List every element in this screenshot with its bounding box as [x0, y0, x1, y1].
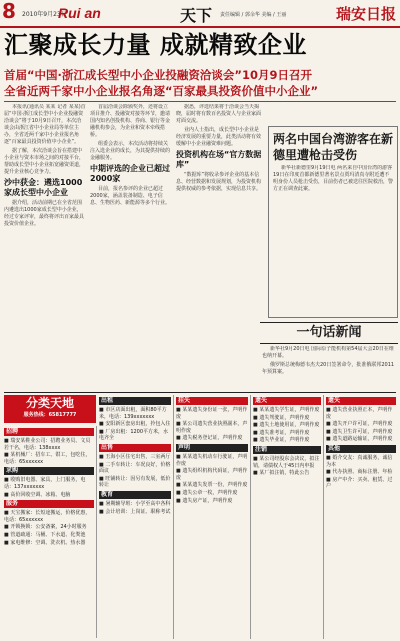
sidebar-story-title: 两名中国台湾游客在新德里遭枪击受伤	[273, 132, 394, 162]
classified-category: 声明	[176, 444, 248, 452]
article-paragraph: 据悉，评选结果将于洽谈会当天揭晓，届时将有数百名投资人与企业家面对面交流。	[176, 104, 262, 124]
section-title: 天下	[180, 6, 213, 25]
classified-item: ■ 二手车转让：车况良好，价格面议	[99, 461, 171, 475]
classified-category: 其他	[326, 445, 396, 453]
classified-category: 服务	[4, 500, 94, 508]
article-paragraph: 据了解，本次洽谈会旨在搭建中小企业与资本市场之间的对接平台，帮助成长型中小企业拓宽融资渠道，提升企业核心竞争力。	[4, 148, 85, 175]
article-paragraph: 本报讯(通讯员 某某 记者 某某)首届“中国·浙江成长型中小企业投融资洽谈会”将于10月9日召开，本次洽谈会由浙江省中小企业局等单位主办，全省近两千家中小企业报名角逐“百家最具投资价值中小企业”。	[4, 104, 86, 145]
classified-item: ■ 天宝搬家：长短途搬运，价格优惠，电话：65xxxxxx	[4, 510, 91, 523]
article-paragraph: 目前，报名参评的企业已超过2000家，涵盖装备制造、电子信息、生物医药、新能源等多个行业。	[90, 186, 171, 206]
article-paragraph: 据介绍，活动前期已在全省范围内遴选出1000家成长型中小企业，经过专家评审，最终将评出百家最具投资价值企业。	[4, 200, 85, 227]
classified-item: ■ 市区店面出租，面积80平方米，电话：139xxxxxxx	[99, 407, 167, 420]
article-subhead: 沙中获金：遴选1000家成长型中小企业	[4, 178, 83, 197]
classified-item: ■ 收购旧电器、家具，上门服务，电话：137xxxxxxx	[4, 477, 86, 490]
classified-category: 求购	[4, 467, 94, 475]
article-column-3	[176, 104, 262, 389]
classified-item: ■ 高价回收空调、冰箱、电脑	[4, 491, 71, 498]
classified-item: ■ 瑞安某鞋业公司：招聘业务员、文员若干名，电话：138xxxx	[4, 438, 91, 451]
classified-item: ■ 遗失卫生许可证，声明作废	[326, 428, 393, 435]
classified-item: ■ 遗失驾驶证，声明作废	[253, 414, 310, 421]
classified-item: ■ 玉海小区住宅出售，三室两厅	[99, 453, 171, 460]
classified-category: 教育	[99, 491, 171, 499]
article-column-1	[4, 104, 86, 389]
classified-category: 招聘	[4, 428, 94, 436]
article-paragraph: 首届洽谈会除颁奖外，还将设立项目推介、投融资对接等环节，邀请国内知名创投机构、券商、银行等金融机构参会，为企业和资本牵线搭桥。	[90, 104, 171, 138]
editor-credits: 责任编辑 / 郭余华 美编 / 王丽	[220, 12, 287, 18]
article-paragraph: 业内人士指出，成长型中小企业是经济发展的重要力量，此类活动将有效缓解中小企业融资难问题。	[176, 127, 262, 147]
subheadline-1: 首届“中国·浙江成长型中小企业投融资洽谈会”10月9日召开	[4, 68, 312, 82]
edition-name: Rui an	[58, 5, 101, 21]
classified-item: ■ 厂房出租：1200平方米，水电齐全	[99, 428, 169, 442]
classified-item: ■ 暑期辅导班：小学至高中各科	[99, 500, 171, 507]
classified-item: ■ 遗失毕业证，声明作废	[253, 437, 310, 444]
article-subhead: 投资机构在场“官方数据库”	[176, 150, 262, 169]
one-line-news-item: 新华社9月20日电 国际原子能机构第54届大会20日在维也纳开幕。	[262, 346, 394, 359]
sidebar-story-text: 新华社新德里9月19日电 两名来自中国台湾的游客19日在印度首都新德里著名景点贾玛清真寺附近遭不明身份人员枪击受伤，目前伤者已被送往医院救治，警方正在调查此案。	[273, 165, 393, 192]
classified-category: 遗失	[253, 397, 321, 405]
classified-item: ■ 房产中介：买卖、租赁、过户	[326, 476, 393, 490]
classified-item: ■ 某机械厂：招车工、钳工，包吃住，电话：65xxxxxx	[4, 452, 91, 465]
classified-item: ■ 某某遗失身份证一张，声明作废	[176, 407, 248, 420]
one-line-news-title: 一句话新闻	[260, 322, 398, 344]
classifieds-divider	[4, 392, 396, 393]
classified-category: 出售	[99, 444, 171, 452]
headline-divider	[4, 101, 396, 102]
classified-item: ■ 某厂拟注销，特此公告	[253, 470, 310, 477]
classified-item: ■ 某某遗失发票一份，声明作废	[176, 482, 248, 489]
page-number: 8	[2, 0, 16, 23]
subheadline-2: 全省近两千家中小企业报名角逐“百家最具投资价值中小企业”	[4, 84, 319, 98]
article-column-2	[90, 104, 172, 389]
classified-item: ■ 遗失土地使用证，声明作废	[253, 422, 320, 429]
article-subhead: 中期评选的企业已超过2000家	[90, 164, 170, 183]
classified-item: ■ 遗失开户许可证，声明作废	[326, 421, 393, 428]
article-paragraph: “数据库”将收录参评企业的基本信息、经营数据和发展规划，为投资机构提供权威的参考依据，实现信息共享。	[176, 172, 262, 192]
sidebar-story-body	[273, 165, 393, 305]
classifieds-column-2	[99, 395, 174, 639]
classified-item: ■ 遗失准考证，声明作废	[253, 429, 310, 436]
classified-item: ■ 会计培训：上岗证、职称考试	[99, 508, 171, 515]
classified-item: ■ 某公司经股东会决议，拟注销，请债权人于45日内申报	[253, 455, 320, 469]
classified-category: 注销	[253, 446, 321, 454]
masthead	[0, 0, 400, 28]
classifieds-hotline: 服务热线：65817777	[23, 412, 77, 418]
classified-item: ■ 旺铺转让：因另有发展，低价转让	[99, 475, 171, 489]
classified-item: ■ 遗失税务登记证，声明作废	[176, 435, 243, 442]
classified-category: 遗失	[326, 397, 396, 405]
one-line-news-body	[262, 346, 396, 390]
classifieds-title: 分类天地	[25, 396, 74, 410]
classified-item: ■ 婚介交友：真诚服务，诚信为本	[326, 454, 393, 468]
classified-item: ■ 遗失公章一枚，声明作废	[176, 489, 238, 496]
article-paragraph: 组委会表示，本次活动将持续关注入选企业的成长，为其提供持续的金融服务。	[90, 141, 171, 161]
classified-item: ■ 遗失房产证，声明作废	[176, 497, 233, 504]
one-line-news-item: 俄罗斯总统梅德韦杰夫20日签署命令，批准俄联邦2011年预算案。	[262, 362, 395, 375]
newspaper-logo: 瑞安日报	[335, 5, 396, 23]
classified-item: ■ 某公司遗失营业执照副本，声明作废	[176, 421, 248, 434]
classified-item: ■ 安阳新区套房出租，拎包入住	[99, 421, 171, 428]
classified-item: ■ 开锁换锁：公安备案，24小时服务	[4, 524, 87, 531]
classified-item: ■ 管道疏通：马桶、下水道、化粪池	[4, 531, 86, 538]
classifieds-column-3	[176, 395, 251, 639]
classifieds-banner	[4, 395, 96, 423]
main-headline: 汇聚成长力量 成就精致企业	[4, 31, 307, 59]
classified-category: 挂失	[176, 397, 248, 405]
classified-item: ■ 某某遗失机动车行驶证，声明作废	[176, 453, 248, 467]
classified-item: ■ 遗失组织机构代码证，声明作废	[176, 468, 248, 481]
classified-item: ■ 遗失营业执照正本，声明作废	[326, 407, 393, 420]
classified-item: ■ 遗失道路运输证，声明作废	[326, 436, 393, 443]
classifieds-column-1	[4, 426, 97, 638]
sidebar-story	[268, 126, 398, 318]
classified-category: 出租	[99, 397, 171, 405]
classifieds-column-4	[253, 395, 324, 639]
classified-item: ■ 某某遗失学生证，声明作废	[253, 407, 320, 413]
issue-date: 2010年9月23日	[22, 11, 67, 18]
classifieds-column-5	[326, 395, 398, 639]
classified-item: ■ 代办执照、商标注册、年检	[326, 469, 393, 476]
classified-item: ■ 家电维修：空调、洗衣机、热水器	[4, 539, 86, 546]
